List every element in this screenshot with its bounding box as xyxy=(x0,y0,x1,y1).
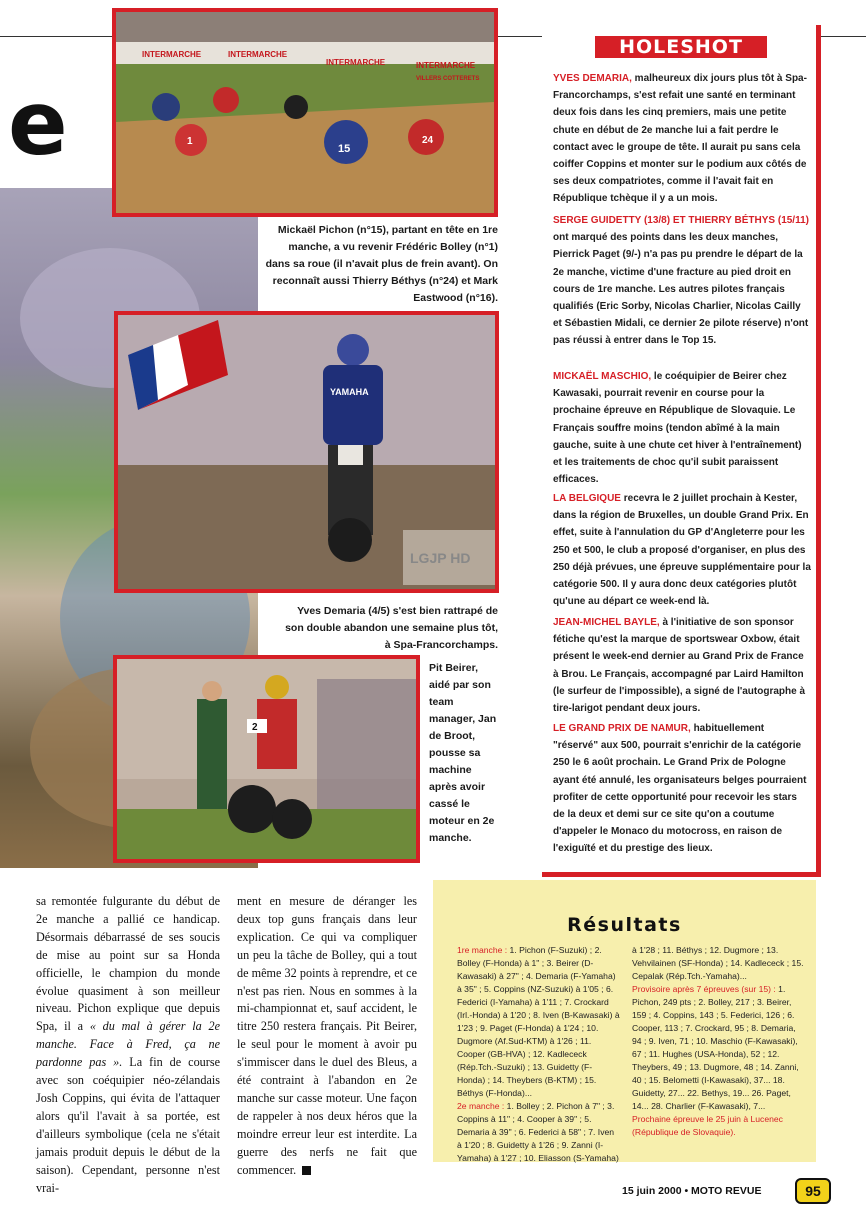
rider-jersey: YAMAHA xyxy=(330,387,369,397)
sidebar-paragraph: LA BELGIQUE recevra le 2 juillet prochain à Kester, dans la région de Bruxelles, un double Grand Prix. En effet, suite à l'annulation du GP d'Angleterre pour les 250 et 500, le club a proposé d'organiser, en plus des 250 déjà prévues, une épreuve supplémentaire pour la catégorie 500. Il y aura donc deux catégories plutôt qu'une au départ ce week-end là. xyxy=(553,493,811,608)
watermark: LGJP HD xyxy=(410,550,471,566)
results-column-2: à 1'28 ; 11. Béthys ; 12. Dugmore ; 13. Vehvilainen (SF-Honda) ; 14. Kadlececk ; 15. Cepalak (Rép.Tch.-Yamaha)... Provisoire après 7 épreuves (sur 15) : 1. Pichon, 249 pts ; 2. Bolley, 217 ; 3. Beirer, 159 ; 4. Coppins, 143 ; 5. Federici, 126 ; 6. Cooper, 113 ; 7. Crockard, 95 ; 8. Demaria, 94 ; 9. Iven, 71 ; 10. Maschio (F-Kawasaki), 67 ; 11. Hughes (USA-Honda), 52 ; 12. Theybers, 49 ; 13. Dugmore, 48 ; 14. Zanni, 40 ; 15. Belometti (I-Kawasaki), 37... 18. Guidetty, 27... 22. Bethys, 19... 26. Paget, 14... 28. Charlier (F-Kawasaki), 7... Prochaine épreuve le 25 juin à Lucenec (République de Slovaquie). xyxy=(632,945,804,1137)
caption-demaria: Yves Demaria (4/5) s'est bien rattrapé de son double abandon une semaine plus tôt, à Spa-Francorchamps. xyxy=(285,605,498,651)
issue-footer: 15 juin 2000 • MOTO REVUE xyxy=(622,1185,762,1197)
banner-text: INTERMARCHE xyxy=(228,50,288,59)
page-number: 95 xyxy=(795,1178,831,1204)
bike-number: 24 xyxy=(422,135,434,146)
photo-demaria xyxy=(114,311,499,593)
drop-letter: e xyxy=(8,72,68,175)
bike-number: 15 xyxy=(338,143,351,155)
article-column-2: ment en mesure de déranger les deux top guns français dans leur explication. Ce qui va compliquer un peu la tâche de Bolley, qui a tout de même 32 points à reprendre, et ce n'est pas rien. Nous en sommes à la mi-championnat et, sauf accident, le titre 250 restera français. Pit Beirer, le seul pour le moment à avoir pu s'immiscer dans le duel des Bleus, a été contraint à l'abandon en 2e manche sur casse moteur. Une façon de rappeler à nos deux héros que la moindre erreur leur est interdite. La guerre des nerfs ne fait que commencer. xyxy=(237,894,417,1177)
sidebar-paragraph: SERGE GUIDETTY (13/8) ET THIERRY BÉTHYS (15/11) ont marqué des points dans les deux manches, Pierrick Paget (9/-) n'a pas pu prendre le départ de la 2e manche, victime d'une fracture au pied droit en cours de 1re manche. Les autres pilotes français qualifiés (Eric Sorby, Nicolas Charlier, Nicolas Cailly et Sébastien Midali, ce dernier 2e pilote réserve) n'ont pas réussi à entrer dans le Top 15. xyxy=(553,215,809,347)
sidebar-paragraph: YVES DEMARIA, malheureux dix jours plus tôt à Spa-Francorchamps, s'est refait une santé en terminant deux fois dans les cinq premiers, mais une petite chute en début de 2e manche lui a fait perdre le contact avec le groupe de tête. Il aurait pu sans cela coiffer Coppins et monter sur le podium aux côtés de ses deux compatriotes, comme il l'avait fait en République tchèque il y a un mois. xyxy=(553,73,807,205)
sidebar-paragraph: MICKAËL MASCHIO, le coéquipier de Beirer chez Kawasaki, pourrait revenir en course pour la prochaine épreuve en République de Slovaquie. Le Français souffre moins (tendon abîmé à la main gauche, suite à une chute cet hiver à l'entraînement) et les traitements de choc qu'il subit paraissent efficaces. xyxy=(553,371,802,486)
banner-text: INTERMARCHE xyxy=(416,61,476,70)
banner-text: VILLERS COTTERETS xyxy=(416,76,480,82)
banner-text: INTERMARCHE xyxy=(326,58,386,67)
sidebar-title: HOLESHOT xyxy=(595,36,767,58)
results-column-1: 1re manche : 1. Pichon (F-Suzuki) ; 2. Bolley (F-Honda) à 1" ; 3. Beirer (D-Kawasaki) à 27" ; 4. Demaria (F-Yamaha) à 35" ; 5. Coppins (NZ-Suzuki) à 1'05 ; 6. Federici (I-Yamaha) à 1'11 ; 7. Crockard (Irl.-Honda) à 1'20 ; 8. Iven (B-Kawasaki) à 1'23 ; 9. Paget (F-Honda) à 1'24 ; 10. Dugmore (Af.Sud-KTM) à 1'26 ; 11. Cooper (GB-HVA) ; 12. Kadlececk (Rép.Tch.-Suzuki) ; 13. Guidetty (F-Honda) ; 14. Theybers (B-KTM) ; 15. Béthys (F-Honda)... 2e manche : 1. Bolley ; 2. Pichon à 7" ; 3. Coppins à 11" ; 4. Cooper à 39" ; 5. Demaria à 39" ; 6. Federici à 58" ; 7. Iven à 1'20 ; 8. Guidetty à 1'26 ; 9. Zanni (I-Yamaha) à 1'27 ; 10. Eliasson (S-Yamaha) xyxy=(457,945,620,1163)
caption-pichon: Mickaël Pichon (n°15), partant en tête en 1re manche, a vu revenir Frédéric Bolley (n°1) dans sa roue (il n'avait plus de frein avant). On reconnaît aussi Thierry Béthys (n°24) et Mark Eastwood (n°16). xyxy=(265,224,498,304)
photo-race-start xyxy=(112,8,498,217)
results-title: Résultats xyxy=(567,914,682,936)
caption-beirer: Pit Beirer, aidé par son team manager, Jan de Broot, pousse sa machine après avoir cassé le moteur en 2e manche. xyxy=(429,662,497,844)
bike-number: 1 xyxy=(187,136,193,147)
plate-number: 2 xyxy=(252,722,258,733)
banner-text: INTERMARCHE xyxy=(142,50,202,59)
end-mark xyxy=(302,1166,311,1175)
article-column-1: sa remontée fulgurante du début de 2e manche a pallié ce handicap. Désormais débarrassé de ses soucis de mise au point sur sa Honda officielle, le champion du monde évolue quasiment à son meilleur niveau. Pichon explique que depuis Spa, il a « du mal à gérer la 2e manche. Face à Fred, ça ne pardonne pas ». La fin de course avec son coéquipier néo-zélandais Josh Coppins, qui évita de l'attaquer alors qu'il l'avait à sa portée, est d'ailleurs symbolique (cela ne s'était jamais produit depuis le début de la saison). Cependant, personne n'est vrai- xyxy=(36,894,220,1195)
sidebar-paragraph: LE GRAND PRIX DE NAMUR, habituellement "réservé" aux 500, pourrait s'enrichir de la catégorie 250 le 6 août prochain. Le Grand Prix de Pologne ayant été annulé, les organisateurs belges pourraient profiter de cette opportunité pour recevoir les stars de la deux et demi sur ce site qu'on a coutume d'appeler le Monaco du motocross, en raison de l'exiguïté et du prestige des lieux. xyxy=(553,723,807,855)
sidebar-paragraph: JEAN-MICHEL BAYLE, à l'initiative de son sponsor fétiche qu'est la marque de sportswear Oxbow, était présent le week-end dernier au Grand Prix de France à Brou. Le Français, accompagné par Laird Hamilton (le surfeur de l'impossible), a signé de l'autographe à tire-larigot pendant deux jours. xyxy=(553,617,806,715)
photo-beirer xyxy=(113,655,420,863)
